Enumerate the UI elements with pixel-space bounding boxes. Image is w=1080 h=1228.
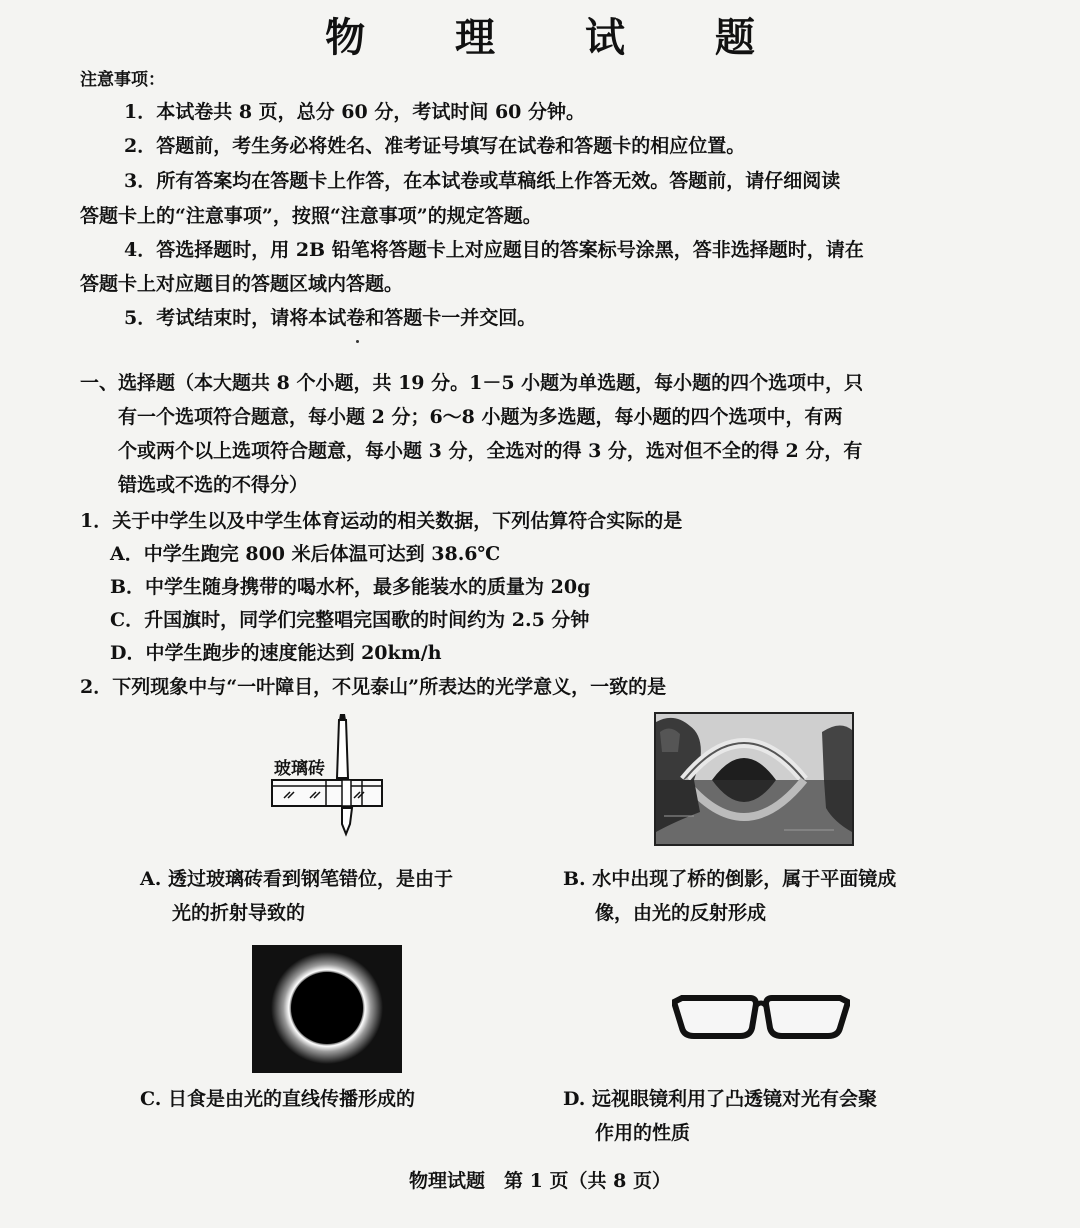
glass-brick-label: 玻璃砖: [274, 759, 325, 779]
q2-option-d-line-2: 作用的性质: [595, 1122, 691, 1144]
figure-bridge-reflection: [654, 712, 854, 846]
notice-item-5: 5．考试结束时，请将本试卷和答题卡一并交回。: [124, 307, 537, 329]
section1-line-4: 错选或不选的不得分）: [118, 474, 309, 496]
notice-heading: 注意事项：: [80, 70, 165, 90]
q2-option-b-line-2: 像，由光的反射形成: [595, 902, 767, 924]
q2-option-b-line-1: B. 水中出现了桥的倒影，属于平面镜成: [563, 868, 897, 890]
notice-item-4-cont: 答题卡上对应题目的答题区域内答题。: [80, 273, 404, 295]
figure-glass-brick: [262, 712, 402, 842]
q2-option-a: [140, 862, 453, 930]
page-footer: 物理试题 第 1 页（共 8 页）: [409, 1170, 671, 1192]
print-speck: [356, 340, 359, 343]
notice-item-3-cont: 答题卡上的“注意事项”，按照“注意事项”的规定答题。: [80, 205, 542, 227]
notice-item-4: 4．答选择题时，用 2B 铅笔将答题卡上对应题目的答案标号涂黑，答非选择题时，请在: [124, 239, 864, 261]
q2-stem: 2．下列现象中与“一叶障目，不见泰山”所表达的光学意义，一致的是: [80, 676, 667, 698]
section1-line-2: 有一个选项符合题意，每小题 2 分；6～8 小题为多选题，每小题的四个选项中，有两: [118, 406, 843, 428]
notice-item-3: 3．所有答案均在答题卡上作答，在本试卷或草稿纸上作答无效。答题前，请仔细阅读: [124, 170, 841, 192]
q2-option-a-line-1: A. 透过玻璃砖看到钢笔错位，是由于: [140, 868, 453, 890]
page-title: 物 理 试 题: [325, 14, 793, 61]
q2-option-a-line-2: 光的折射导致的: [172, 902, 306, 924]
q2-option-d-line-1: D. 远视眼镜利用了凸透镜对光有会聚: [563, 1088, 878, 1110]
q1-option-b: B．中学生随身携带的喝水杯，最多能装水的质量为 20g: [110, 576, 591, 598]
notice-item-1: 1．本试卷共 8 页，总分 60 分，考试时间 60 分钟。: [124, 101, 586, 123]
notice-item-2: 2．答题前，考生务必将姓名、准考证号填写在试卷和答题卡的相应位置。: [124, 135, 746, 157]
q1-option-c: C．升国旗时，同学们完整唱完国歌的时间约为 2.5 分钟: [110, 609, 590, 631]
q2-option-c-line-1: C. 日食是由光的直线传播形成的: [140, 1088, 416, 1110]
q2-option-d: [563, 1082, 877, 1150]
section1-line-1: 一、选择题（本大题共 8 个小题，共 19 分。1－5 小题为单选题，每小题的四个选项中，只: [80, 372, 864, 394]
q1-option-a: A．中学生跑完 800 米后体温可达到 38.6℃: [110, 543, 501, 565]
q1-option-d: D．中学生跑步的速度能达到 20km/h: [110, 642, 442, 664]
figure-glasses: [672, 992, 850, 1042]
q2-option-c: [140, 1082, 415, 1116]
section1-line-3: 个或两个以上选项符合题意，每小题 3 分，全选对的得 3 分，选对但不全的得 2 分，有: [118, 440, 863, 462]
figure-solar-eclipse: [252, 945, 402, 1073]
q1-stem: 1．关于中学生以及中学生体育运动的相关数据，下列估算符合实际的是: [80, 510, 683, 532]
q2-option-b: [563, 862, 896, 930]
